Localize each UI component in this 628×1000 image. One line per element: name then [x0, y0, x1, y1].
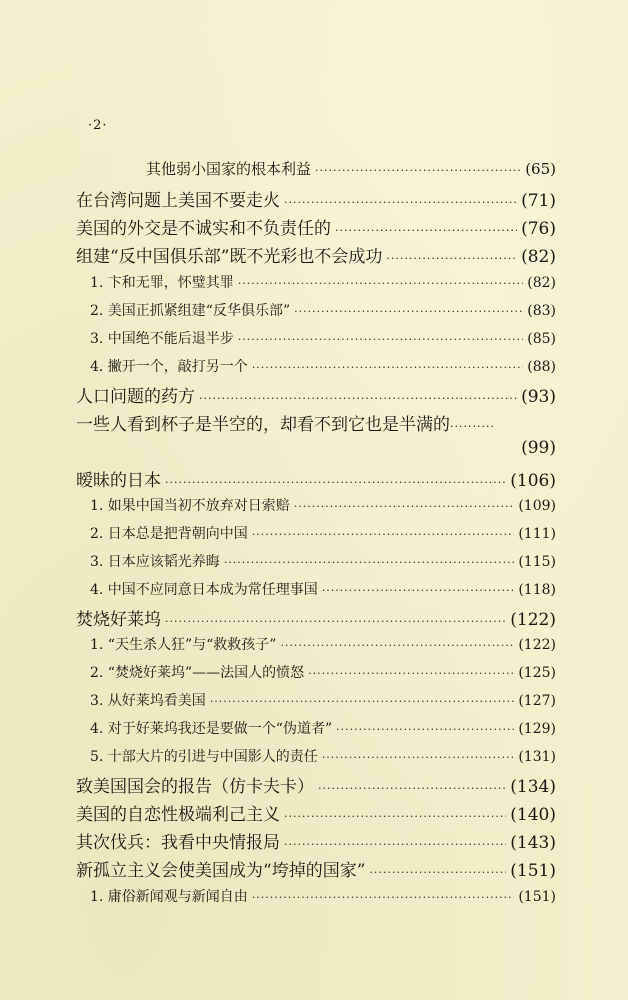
toc-title: 人口问题的药方: [76, 387, 195, 407]
leader-dots: [322, 584, 515, 597]
toc-title: 组建“反中国俱乐部”既不光彩也不会成功: [76, 247, 383, 267]
toc-page-ref: (106): [510, 471, 556, 491]
toc-entry: [76, 382, 556, 408]
toc-subentry: [90, 662, 556, 688]
leader-dots: [284, 810, 506, 823]
toc-title: 3. 从好莱坞看美国: [90, 693, 206, 709]
leader-dots: [252, 528, 515, 541]
leader-dots: [238, 333, 523, 346]
leader-dots: [210, 695, 515, 708]
leader-dots: [294, 500, 515, 513]
toc-page-ref: (109): [518, 498, 556, 514]
toc-title: 4. 对于好莱坞我还是要做一个“伪道者”: [90, 721, 333, 737]
toc-subentry: [90, 300, 556, 326]
leader-dots: [224, 556, 515, 569]
leader-dots: [294, 305, 523, 318]
toc-page-ref: (76): [521, 219, 556, 239]
toc-entry: [76, 856, 556, 882]
leader-dots: [252, 891, 515, 904]
toc-page-ref: (111): [518, 526, 556, 542]
toc-title: 1. 如果中国当初不放弃对日索赔: [90, 498, 290, 514]
page-number: ·2·: [88, 118, 108, 133]
toc-page-ref: (151): [510, 861, 556, 881]
toc-title: 在台湾问题上美国不要走火: [76, 191, 280, 211]
toc-entry-wrapped-line1: [76, 410, 495, 435]
toc-page-ref: (151): [518, 889, 556, 905]
toc-entry: [76, 828, 556, 854]
toc-title: 2. 美国正抓紧组建“反华俱乐部”: [90, 303, 291, 319]
toc-page-ref: (122): [518, 637, 556, 653]
toc-title: 1. “天生杀人狂”与“救救孩子”: [90, 637, 277, 653]
toc-subentry: [90, 495, 556, 521]
leader-dots: [369, 866, 506, 879]
toc-title: 3. 中国绝不能后退半步: [90, 331, 234, 347]
toc-page-ref: (127): [518, 693, 556, 709]
toc-page-ref: (93): [521, 387, 556, 407]
toc-entry: [76, 242, 556, 268]
toc-page-ref: (118): [518, 582, 556, 598]
toc-entry: [76, 214, 556, 240]
toc-title: 其次伐兵：我看中央情报局: [76, 833, 280, 853]
leader-dots: [336, 723, 514, 736]
toc-subentry: [90, 634, 556, 660]
toc-subentry: [90, 718, 556, 744]
toc-page-ref: (143): [510, 833, 556, 853]
leader-dots: [165, 476, 506, 489]
toc-page-ref: (122): [510, 610, 556, 630]
leader-dots: [335, 224, 517, 237]
leader-dots: [315, 164, 521, 177]
toc-page-ref: (125): [518, 665, 556, 681]
toc-entry-wrapped-line2: [76, 438, 556, 464]
toc-page-ref: (140): [510, 805, 556, 825]
toc-subentry: [90, 523, 556, 549]
toc-page-ref: (88): [527, 359, 556, 375]
toc-subentry: [90, 328, 556, 354]
toc-page-ref: (115): [518, 554, 556, 570]
leader-dots: [284, 838, 506, 851]
toc-page-ref: (134): [510, 777, 556, 797]
leader-dots: [322, 751, 515, 764]
leader-dots: ··········: [450, 420, 495, 433]
toc-subentry: [90, 551, 556, 577]
toc-title: 1. 卞和无罪，怀璧其罪: [90, 275, 234, 291]
toc-page-ref: (65): [525, 160, 556, 178]
toc-page-ref: (82): [521, 247, 556, 267]
toc-subentry: [90, 746, 556, 772]
toc-page-ref: (129): [518, 721, 556, 737]
toc-page-ref: (131): [518, 749, 556, 765]
toc-entry: [76, 466, 556, 492]
toc-title: 其他弱小国家的根本利益: [146, 160, 312, 178]
leader-dots: [386, 252, 517, 265]
toc-subentry: [90, 272, 556, 298]
toc-title: 4. 中国不应同意日本成为常任理事国: [90, 582, 318, 598]
toc-page-ref: (99): [521, 438, 556, 458]
toc-subentry: [90, 886, 556, 912]
toc-page-ref: (85): [527, 331, 556, 347]
toc-entry-continuation: [146, 158, 556, 184]
toc-page-ref: (71): [521, 191, 556, 211]
toc-entry: [76, 605, 556, 631]
toc-title: 焚烧好莱坞: [76, 610, 161, 630]
toc-title: 美国的外交是不诚实和不负责任的: [76, 219, 331, 239]
toc-title: 新孤立主义会使美国成为“垮掉的国家”: [76, 861, 366, 881]
toc-title: 致美国国会的报告（仿卡夫卡）: [76, 777, 314, 797]
toc-title: 一些人看到杯子是半空的，却看不到它也是半满的: [76, 415, 450, 435]
toc-subentry: [90, 690, 556, 716]
toc-title: 5. 十部大片的引进与中国影人的责任: [90, 749, 318, 765]
toc-page-ref: (82): [527, 275, 556, 291]
toc-subentry: [90, 579, 556, 605]
toc-entry: [76, 800, 556, 826]
toc-title: 暧昧的日本: [76, 471, 161, 491]
leader-dots: [308, 667, 514, 680]
leader-dots: [252, 361, 523, 374]
toc-title: 2. “焚烧好莱坞”——法国人的愤怒: [90, 665, 305, 681]
toc-title: 4. 撇开一个，敲打另一个: [90, 359, 248, 375]
leader-dots: [199, 392, 517, 405]
leader-dots: [280, 639, 514, 652]
toc-title: 1. 庸俗新闻观与新闻自由: [90, 889, 248, 905]
toc-title: 美国的自恋性极端利己主义: [76, 805, 280, 825]
leader-dots: [318, 782, 506, 795]
toc-entry: [76, 772, 556, 798]
toc-subentry: [90, 356, 556, 382]
leader-dots: [238, 277, 523, 290]
toc-page-ref: (83): [527, 303, 556, 319]
leader-dots: [165, 615, 506, 628]
toc-entry: [76, 186, 556, 212]
toc-title: 2. 日本总是把背朝向中国: [90, 526, 248, 542]
leader-dots: [284, 196, 517, 209]
toc-title: 3. 日本应该韬光养晦: [90, 554, 220, 570]
